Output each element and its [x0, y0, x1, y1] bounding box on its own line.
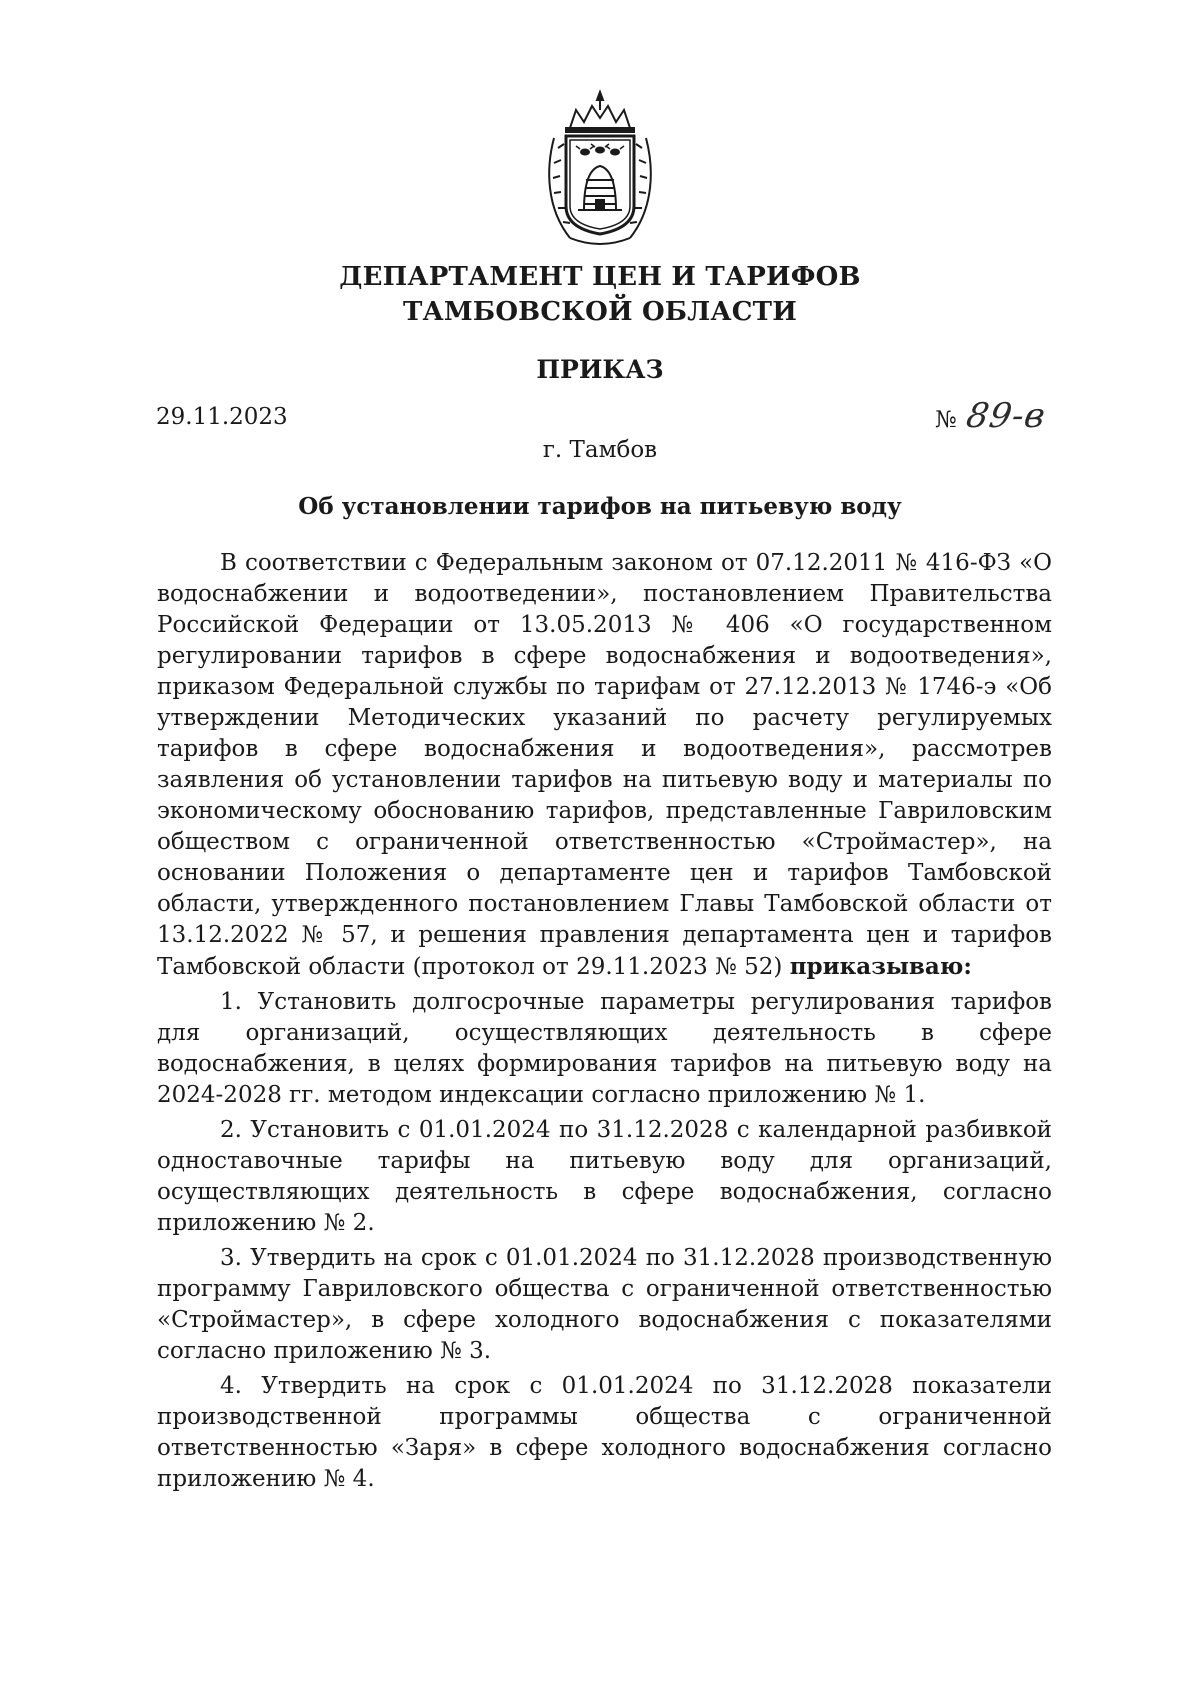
preamble-text: В соответствии с Федеральным законом от 07.12.2011 № 416-ФЗ «О водоснабжении и водоотведении», постановлением Правительства Российской Федерации от 13.05.2013 № 406 «О государственном регулировании тарифов в сфере водоснабжения и водоотведения», приказом Федеральной службы по тарифам от 27.12.2013 № 1746-э «Об утверждении Методических указаний по расчету регулируемых тарифов в сфере водоснабжения и водоотведения», рассмотрев заявления об установлении тарифов на питьевую воду и материалы по экономическому обоснованию тарифов, представленные Гавриловским обществом с ограниченной ответственностью «Строймастер», на основании Положения о департаменте цен и тарифов Тамбовской области, утвержденного постановлением Главы Тамбовской области от 13.12.2022 № 57, и решения правления департамента цен и тарифов Тамбовской области (протокол от 29.11.2023 № 52): [157, 550, 1052, 980]
tambov-coat-of-arms-emblem: [540, 88, 660, 253]
order-item-4: 4. Утвердить на срок с 01.01.2024 по 31.12.2028 показатели производственной программы общества с ограниченной ответственностью «Заря» в сфере холодного водоснабжения согласно приложению № 4.: [157, 1373, 1052, 1492]
order-number: [935, 396, 1049, 436]
coat-of-arms-icon: [540, 88, 660, 253]
document-type-title: ПРИКАЗ: [536, 355, 664, 384]
order-item-2: 2. Установить с 01.01.2024 по 31.12.2028 с календарной разбивкой одноставочные тарифы на питьевую воду для организаций, осуществляющих деятельность в сфере водоснабжения, согласно приложению № 2.: [157, 1117, 1052, 1236]
department-name-line1: ДЕПАРТАМЕНТ ЦЕН И ТАРИФОВ: [339, 262, 861, 292]
order-subject: Об установлении тарифов на питьевую воду: [298, 493, 902, 520]
decree-word: приказываю:: [789, 953, 972, 980]
city-line: г. Тамбов: [542, 437, 658, 463]
preamble-paragraph: [157, 548, 1052, 983]
order-date: 29.11.2023: [156, 404, 288, 430]
handwritten-order-number: 89-в: [963, 396, 1049, 436]
order-item-1: 1. Установить долгосрочные параметры регулирования тарифов для организаций, осуществляющих деятельность в сфере водоснабжения, в целях формирования тарифов на питьевую воду на 2024-2028 гг. методом индексации согласно приложению № 1.: [157, 989, 1052, 1108]
department-name-line2: ТАМБОВСКОЙ ОБЛАСТИ: [403, 297, 797, 327]
order-item-3: 3. Утвердить на срок с 01.01.2024 по 31.12.2028 производственную программу Гавриловского общества с ограниченной ответственностью «Строймастер», в сфере холодного водоснабжения с показателями согласно приложению № 3.: [157, 1245, 1052, 1364]
order-body: [157, 548, 1052, 1495]
number-sign: №: [935, 407, 957, 433]
